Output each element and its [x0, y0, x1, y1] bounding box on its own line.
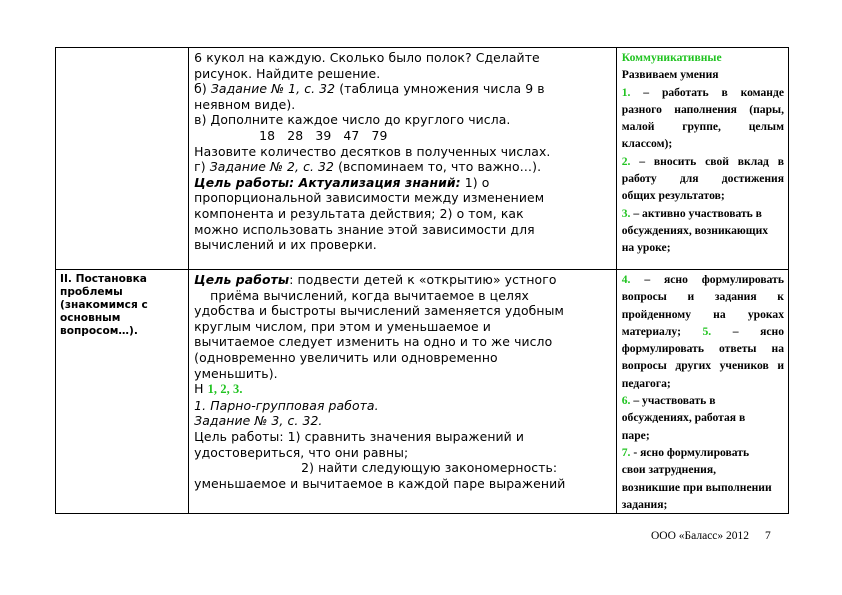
text-line — [194, 175, 616, 191]
text-line: задания; — [621, 497, 668, 511]
table-row — [56, 270, 789, 514]
text-fragment: материалу; — [621, 324, 703, 338]
text-fragment: Н — [194, 381, 208, 397]
text-fragment: – работать в команде — [630, 85, 784, 99]
skill-number: 7. — [621, 445, 631, 459]
text-line: вычислений и их проверки. — [194, 237, 377, 253]
skill-number: 5. — [702, 324, 712, 338]
text-line: неявном виде). — [194, 96, 296, 112]
text-line: обсуждениях, возникающих — [621, 223, 769, 237]
page-footer — [651, 530, 771, 542]
text-fragment: - ясно формулировать — [630, 445, 750, 459]
task-reference: Задание № 2, с. 32 — [209, 159, 335, 175]
text-fragment: – активно участвовать в — [630, 206, 762, 220]
skill-item — [622, 205, 784, 222]
page-number: 7 — [765, 530, 771, 542]
text-line: рисунок. Найдите решение. — [194, 65, 381, 81]
skill-number: 2. — [621, 154, 631, 168]
text-line: 1. Парно-групповая работа. — [194, 397, 379, 413]
text-line: возникшие при выполнении — [621, 480, 772, 494]
goal-label: Цель работы — [194, 272, 290, 287]
text-line — [194, 81, 616, 97]
text-line: разного наполнения (пары, — [621, 102, 784, 116]
stage-title-line: вопросом…). — [60, 325, 138, 337]
skills-cell — [616, 48, 788, 270]
text-line: 2) найти следующую закономерность: — [301, 460, 558, 476]
text-line: работу для достижения — [621, 172, 784, 186]
text-line: вопросы других учеников и — [621, 359, 784, 373]
text-line: уменьшаемое и вычитаемое в каждой паре выражений — [194, 475, 566, 491]
text-line: можно использовать знание этой зависимости для — [194, 221, 535, 237]
text-line: пройденному на уроках — [621, 307, 784, 321]
skill-item — [622, 153, 784, 170]
skill-item — [622, 444, 784, 461]
skill-item — [622, 392, 784, 409]
skills-subheading: Развиваем умения — [621, 68, 719, 82]
skill-item — [622, 84, 784, 101]
stage-title-line: основным — [60, 312, 121, 324]
text-line: паре; — [621, 428, 650, 442]
skill-number: 1. — [621, 85, 631, 99]
text-line: вычитаемое следует изменить на одно и то же число — [194, 334, 553, 350]
stage-title-line: проблемы — [60, 286, 123, 298]
text-fragment: – ясно — [711, 324, 784, 338]
text-fragment: – вносить свой вклад в — [630, 154, 784, 168]
text-line: педагога; — [621, 376, 671, 390]
text-line: пропорциональной зависимости между изменением — [194, 190, 545, 206]
text-line: Цель работы: 1) сравнить значения выражений и — [194, 428, 525, 444]
skills-heading: Коммуникативные — [621, 51, 722, 64]
text-fragment: б) — [194, 81, 211, 97]
task-reference: Задание № 3, с. 32. — [194, 413, 323, 429]
skill-number: 4. — [621, 273, 631, 286]
activity-cell — [189, 48, 617, 270]
text-line: общих результатов; — [621, 189, 725, 203]
text-line: вопросы и задания к — [621, 290, 784, 304]
text-line: (одновременно увеличить или одновременно — [194, 349, 498, 365]
text-fragment: (вспоминаем то, что важно…). — [334, 159, 542, 175]
text-fragment: г) — [194, 159, 210, 175]
text-fragment: (таблица умножения числа 9 в — [335, 81, 545, 97]
text-line: Назовите количество десятков в полученных числах. — [194, 143, 551, 159]
text-line: удобства и быстроты вычислений заменяется удобным — [194, 303, 564, 319]
skills-cell — [616, 270, 788, 514]
text-fragment: – участвовать в — [630, 394, 716, 408]
text-line: компонента и результата действия; 2) о том, как — [194, 205, 524, 221]
text-fragment: 1) о — [460, 174, 490, 190]
text-line: обсуждениях, работая в — [621, 411, 746, 425]
skill-number: 6. — [621, 394, 631, 408]
text-line: свои затруднения, — [621, 463, 717, 477]
skill-numbers: 1, 2, 3. — [207, 382, 243, 397]
text-line: уменьшить). — [194, 365, 278, 381]
text-line: формулировать ответы на — [621, 342, 784, 356]
text-line: удостовериться, что они равны; — [194, 444, 409, 460]
text-line — [194, 159, 616, 175]
stage-cell-empty — [56, 48, 189, 270]
text-line — [194, 272, 616, 288]
text-line: на уроке; — [621, 241, 671, 255]
stage-title-line: (знакомимся с — [60, 299, 148, 311]
lesson-table — [55, 47, 789, 514]
text-fragment: : подвести детей к «открытию» устного — [289, 272, 557, 287]
footer-company: ООО «Баласс» 2012 — [651, 530, 750, 542]
stage-cell — [56, 270, 189, 514]
table-row — [56, 48, 789, 270]
task-reference: Задание № 1, с. 32 — [210, 81, 336, 97]
text-line: в) Дополните каждое число до круглого числа. — [194, 112, 511, 128]
text-line: приёма вычислений, когда вычитаемое в целях — [210, 287, 529, 303]
skill-item — [622, 271, 784, 288]
activity-cell — [189, 270, 617, 514]
text-line — [622, 323, 784, 340]
text-line — [194, 381, 616, 398]
goal-label: Цель работы: Актуализация знаний: — [194, 174, 461, 190]
numbers-line: 18 28 39 47 79 — [259, 127, 388, 143]
stage-title-line: II. Постановка — [60, 273, 147, 285]
text-line: круглым числом, при этом и уменьшаемое и — [194, 318, 491, 334]
skill-number: 3. — [621, 206, 631, 220]
text-fragment: – ясно формулировать — [630, 273, 784, 286]
text-line: классом); — [621, 137, 673, 151]
text-line: малой группе, целым — [621, 120, 784, 134]
text-line: 6 кукол на каждую. Сколько было полок? Сделайте — [194, 50, 540, 65]
